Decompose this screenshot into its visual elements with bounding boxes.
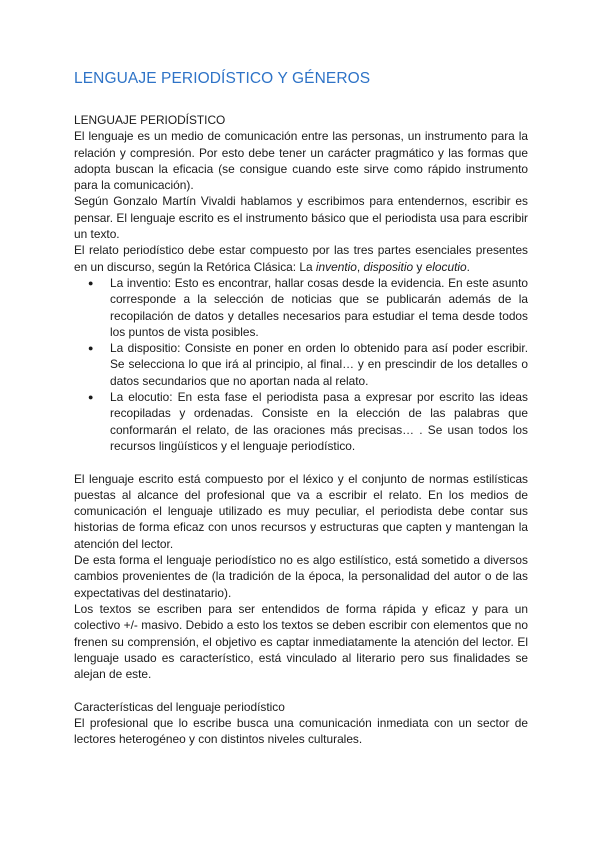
list-item: ● La inventio: Esto es encontrar, hallar cosas desde la evidencia. En este asunto corresponde a la selección de noticias que se publicarán además de la recopilación de datos y detalles necesarios para estudiar el tema desde todos los puntos de vista posibles. <box>110 275 528 340</box>
document-title: LENGUAJE PERIODÍSTICO Y GÉNEROS <box>74 70 371 87</box>
paragraph-retorica <box>74 242 528 275</box>
text-run: El relato periodístico debe estar compuesto por las tres partes esenciales presentes en un discurso, según la Retórica Clásica: La <box>74 243 528 274</box>
text-run: , <box>356 259 364 274</box>
paragraph: El lenguaje es un medio de comunicación entre las personas, un instrumento para la relación y compresión. Por esto debe tener un carácter pragmático y las formas que adopta buscan la eficacia (se consigue cuando este sirve como rápido instrumento para la comunicación). <box>74 129 528 193</box>
list-item: ● La dispositio: Consiste en poner en orden lo obtenido para así poder escribir. Se selecciona lo que irá al principio, al final… y en prescindir de los detalles o datos secundarios que no aportan nada al relato. <box>110 340 528 389</box>
text-run: y <box>413 259 426 274</box>
section-heading-lenguaje-periodistico: LENGUAJE PERIODÍSTICO <box>74 113 226 127</box>
term-dispositio: dispositio <box>363 259 414 274</box>
bullet-list <box>74 275 528 454</box>
paragraph: El profesional que lo escribe busca una comunicación inmediata con un sector de lectores heterogéneo y con distintos niveles culturales. <box>74 715 528 747</box>
paragraph: De esta forma el lenguaje periodístico no es algo estilístico, está sometido a diversos cambios provenientes de (la tradición de la época, la personalidad del autor o de las expectativas del destinatario). <box>74 553 528 600</box>
spacer <box>74 682 528 698</box>
paragraph: Los textos se escriben para ser entendidos de forma rápida y eficaz y para un colectivo +/- masivo. Debido a esto los textos se deben escribir con elementos que no frenen su comprensión, el objetivo es captar inmediatamente la atención del lector. El lenguaje usado es característico, está vinculado al literario pero sus finalidades se alejan de este. <box>74 601 528 682</box>
paragraph: El lenguaje escrito está compuesto por el léxico y el conjunto de normas estilísticas puestas al alcance del profesional que va a escribir el relato. En los medios de comunicación el lenguaje utilizado es muy peculiar, el periodista debe contar sus historias de forma eficaz con unos recursos y estructuras que capten y mantengan la atención del lector. <box>74 471 528 551</box>
paragraph: Según Gonzalo Martín Vivaldi hablamos y escribimos para entendernos, escribir es pensar. El lenguaje escrito es el instrumento básico que el periodista usa para escribir un texto. <box>74 194 528 242</box>
spacer <box>74 454 528 470</box>
term-inventio: inventio <box>315 259 357 274</box>
term-elocutio: elocutio <box>425 259 467 274</box>
section-heading-caracteristicas: Características del lenguaje periodístico <box>74 699 285 714</box>
text-run: . <box>466 259 470 274</box>
list-item: ● La elocutio: En esta fase el periodista pasa a expresar por escrito las ideas recopiladas y ordenadas. Consiste en la elección de las palabras que conformarán el relato, de las oraciones más precisas… . Se usan todos los recursos lingüísticos y el lenguaje periodístico. <box>110 389 528 454</box>
document-body <box>74 112 528 748</box>
